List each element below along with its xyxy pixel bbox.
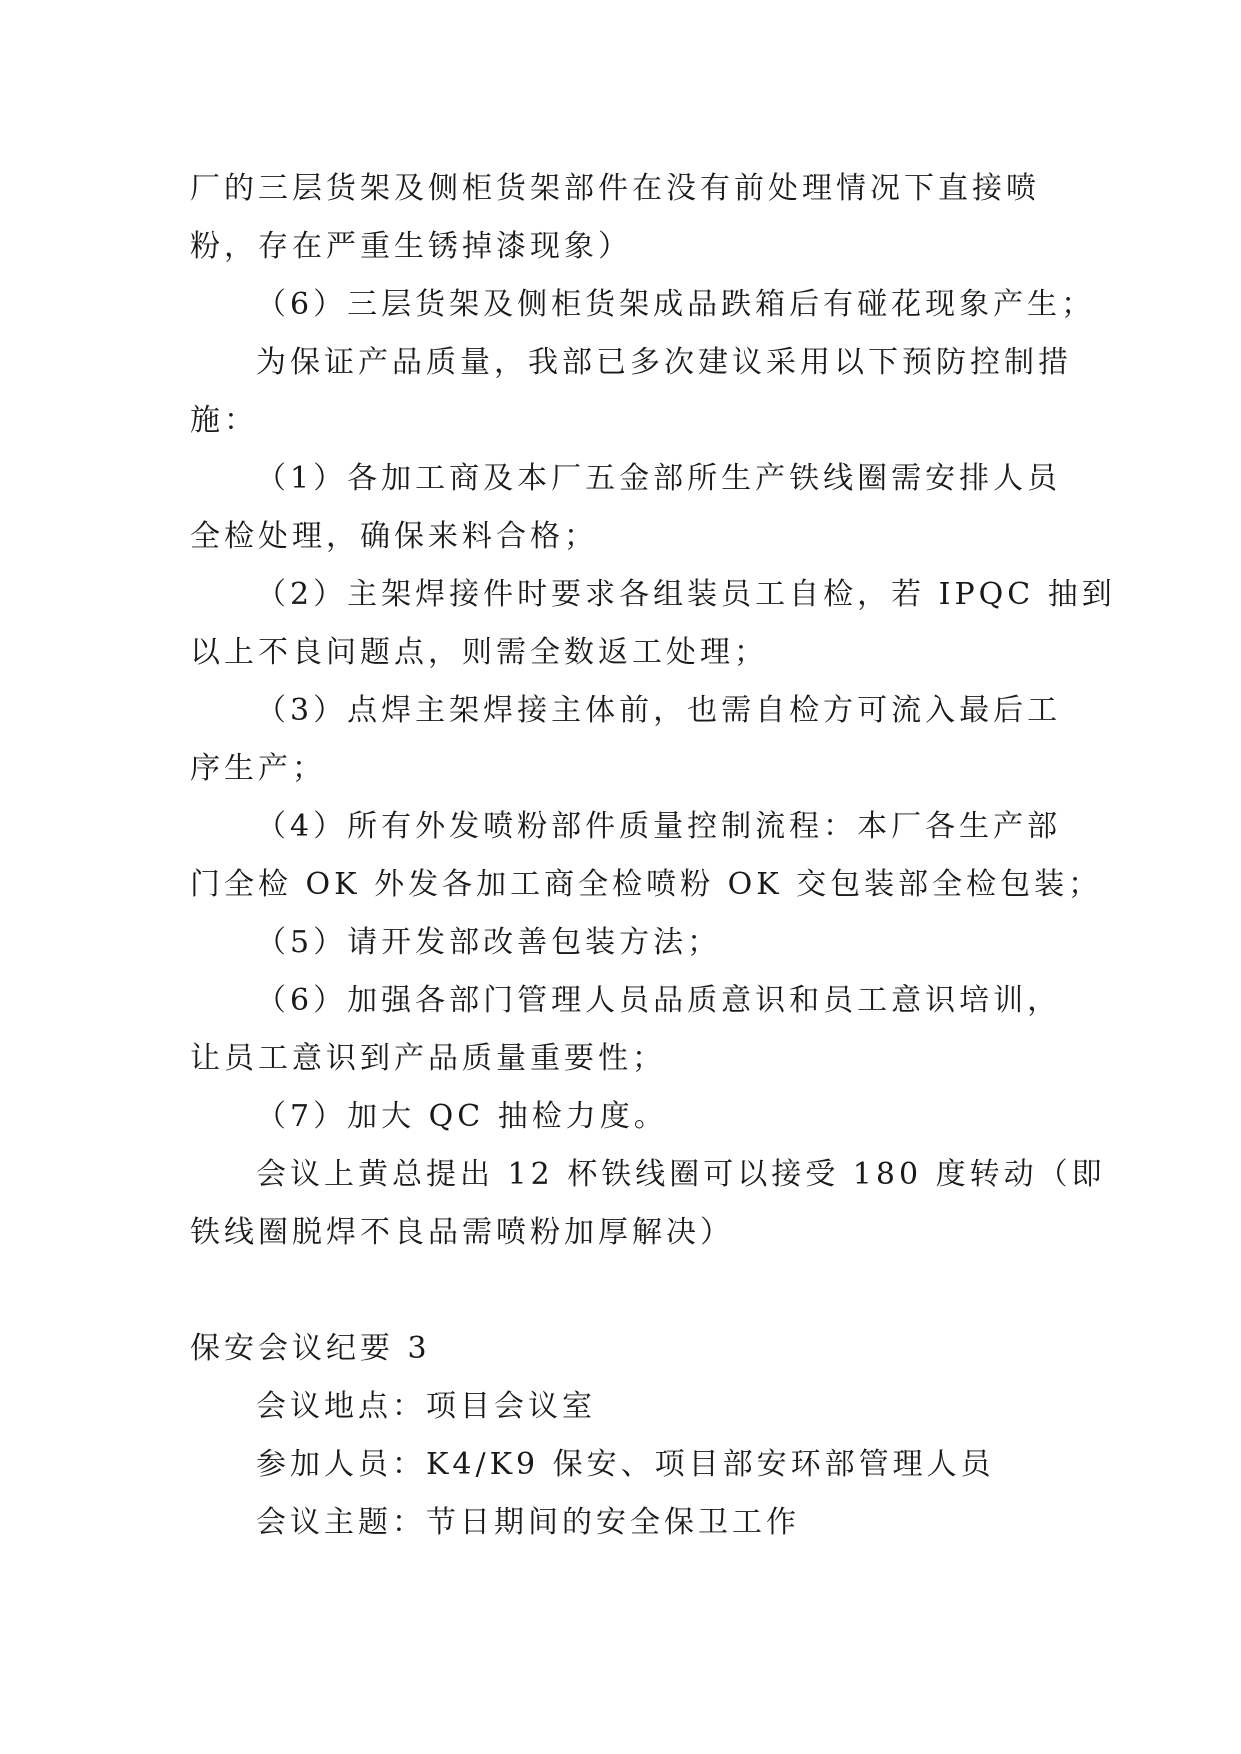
- paragraph-line: （6）三层货架及侧柜货架成品跌箱后有碰花现象产生；: [256, 287, 1096, 322]
- list-item-line: 门全检 OK 外发各加工商全检喷粉 OK 交包装部全检包装；: [190, 867, 1103, 902]
- paragraph-line: 粉，存在严重生锈掉漆现象）: [190, 229, 632, 264]
- section-title: 保安会议纪要 3: [190, 1331, 431, 1366]
- meeting-attendees: 参加人员：K4/K9 保安、项目部安环部管理人员: [256, 1447, 995, 1482]
- list-item-line: （5）请开发部改善包装方法；: [256, 925, 722, 960]
- list-item-line: 让员工意识到产品质量重要性；: [190, 1041, 666, 1076]
- paragraph-line: 铁线圈脱焊不良品需喷粉加厚解决）: [190, 1215, 734, 1250]
- paragraph-line: 厂的三层货架及侧柜货架部件在没有前处理情况下直接喷: [190, 171, 1040, 206]
- paragraph-line: 施：: [190, 403, 258, 438]
- meeting-topic: 会议主题：节日期间的安全保卫工作: [256, 1505, 800, 1540]
- document-body: [190, 160, 1116, 1552]
- list-item-line: （2）主架焊接件时要求各组装员工自检，若 IPQC 抽到: [256, 577, 1116, 612]
- paragraph-line: 会议上黄总提出 12 杯铁线圈可以接受 180 度转动（即: [256, 1157, 1106, 1192]
- list-item-line: （4）所有外发喷粉部件质量控制流程：本厂各生产部: [256, 809, 1062, 844]
- paragraph-line: 为保证产品质量，我部已多次建议采用以下预防控制措: [256, 345, 1072, 380]
- blank-line: [190, 1262, 1070, 1320]
- list-item-line: （6）加强各部门管理人员品质意识和员工意识培训，: [256, 983, 1062, 1018]
- list-item-line: （7）加大 QC 抽检力度。: [256, 1099, 668, 1134]
- list-item-line: （1）各加工商及本厂五金部所生产铁线圈需安排人员: [256, 461, 1062, 496]
- list-item-line: 全检处理，确保来料合格；: [190, 519, 598, 554]
- list-item-line: 以上不良问题点，则需全数返工处理；: [190, 635, 768, 670]
- list-item-line: 序生产；: [190, 751, 326, 786]
- meeting-place: 会议地点：项目会议室: [256, 1389, 596, 1424]
- list-item-line: （3）点焊主架焊接主体前，也需自检方可流入最后工: [256, 693, 1062, 728]
